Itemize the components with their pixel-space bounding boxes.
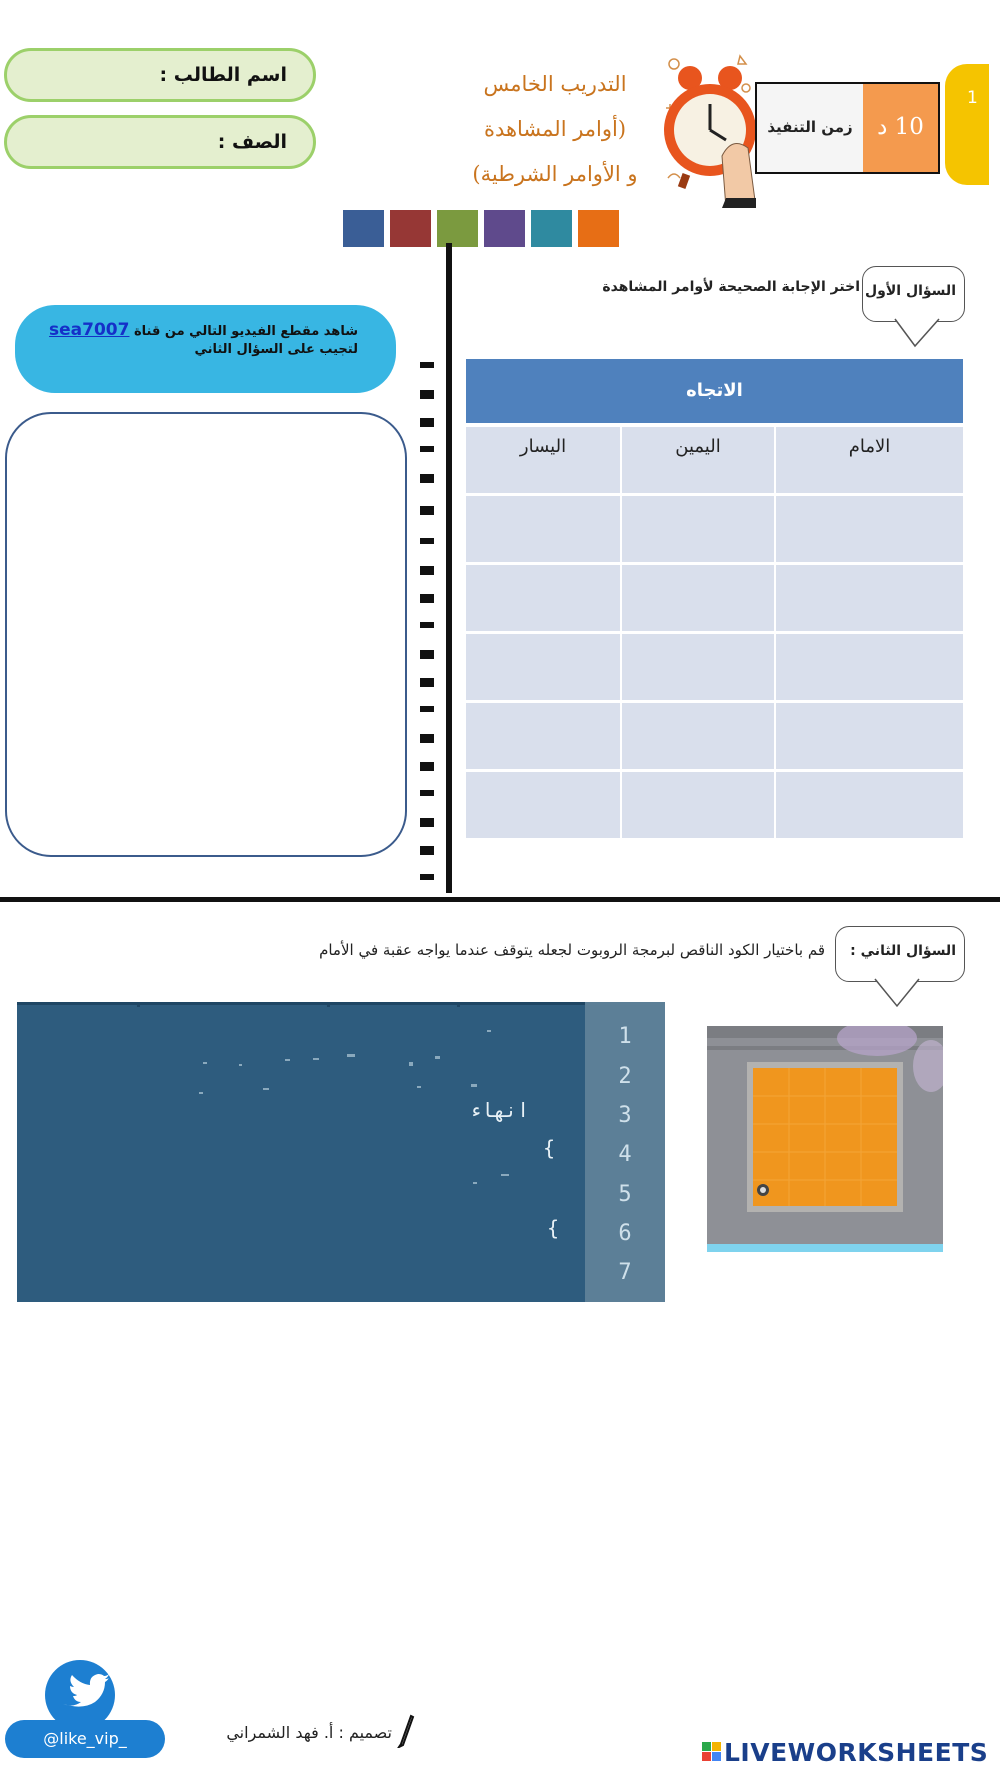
title-line-2: (أوامر المشاهدة: [483, 117, 627, 141]
answer-cell[interactable]: [622, 772, 774, 838]
twitter-handle[interactable]: @like_vip_: [5, 1720, 165, 1758]
answer-cell[interactable]: [466, 496, 620, 562]
title-line-1: التدريب الخامس: [483, 72, 627, 96]
color-swatch-teal: [531, 210, 572, 247]
q2-label: السؤال الثاني :: [850, 943, 956, 959]
page-number: 1: [967, 88, 978, 108]
dash-mark: [420, 874, 434, 880]
q1-label: السؤال الأول: [865, 283, 956, 299]
q2-bubble-tail: [873, 978, 923, 1008]
video-suffix: لتجيب على السؤال الثاني: [194, 342, 358, 357]
answer-cell[interactable]: [622, 634, 774, 700]
color-swatch-blue: [343, 210, 384, 247]
line-number: 5: [618, 1182, 632, 1207]
timer-label: زمن التنفيذ: [767, 118, 853, 136]
dash-mark: [420, 538, 434, 544]
color-swatch-purple: [484, 210, 525, 247]
dash-mark: [420, 362, 434, 368]
q1-bubble-tail: [893, 318, 943, 348]
line-number: 1: [618, 1024, 632, 1049]
dash-mark: [420, 678, 434, 687]
answer-cell[interactable]: [466, 565, 620, 631]
video-instruction: [15, 305, 396, 393]
line-number: 7: [618, 1260, 632, 1285]
dash-mark: [420, 818, 434, 827]
answer-cell[interactable]: [466, 772, 620, 838]
dash-mark: [420, 622, 434, 628]
vertical-divider: [446, 243, 452, 893]
dash-mark: [420, 734, 434, 743]
answer-cell[interactable]: [776, 634, 963, 700]
answer-cell[interactable]: [466, 703, 620, 769]
code-noise: [17, 1002, 585, 1302]
direction-column-header: الامام: [776, 427, 963, 493]
liveworksheets-logo-icon: [702, 1742, 722, 1762]
student-name-label: اسم الطالب :: [159, 64, 287, 86]
channel-link[interactable]: sea7007: [49, 320, 130, 340]
direction-table-title: الاتجاه: [466, 359, 963, 423]
line-number: 6: [618, 1221, 632, 1246]
class-field[interactable]: [4, 115, 316, 169]
q1-prompt: اختر الإجابة الصحيحة لأوامر المشاهدة: [602, 279, 860, 295]
dash-mark: [420, 706, 434, 712]
dash-mark: [420, 846, 434, 855]
student-name-field[interactable]: [4, 48, 316, 102]
alarm-clock-icon: [660, 48, 756, 208]
page-number-tab: [945, 64, 989, 185]
answer-cell[interactable]: [776, 772, 963, 838]
dash-mark: [420, 762, 434, 771]
title-line-3: و الأوامر الشرطية): [472, 162, 638, 186]
line-number: 2: [618, 1064, 632, 1089]
color-swatch-green: [437, 210, 478, 247]
class-label: الصف :: [217, 131, 287, 153]
pen-icon: [397, 1714, 415, 1748]
direction-column-header: اليمين: [622, 427, 774, 493]
robot-game-image: [707, 1026, 943, 1252]
dash-mark: [420, 418, 434, 427]
section-divider: [0, 897, 1000, 902]
code-line-3: انهاء: [469, 1098, 530, 1122]
direction-column-header: اليسار: [466, 427, 620, 493]
line-number: 4: [618, 1142, 632, 1167]
designer-credit: تصميم : أ. فهد الشمراني: [226, 1723, 392, 1742]
dash-mark: [420, 506, 434, 515]
liveworksheets-brand: LIVEWORKSHEETS: [724, 1738, 989, 1767]
q1-label-bubble: [862, 266, 965, 322]
video-frame[interactable]: [5, 412, 407, 857]
timer-value: 10 د: [877, 114, 924, 140]
code-editor: [17, 1002, 665, 1302]
color-swatch-red: [390, 210, 431, 247]
answer-cell[interactable]: [776, 565, 963, 631]
dash-mark: [420, 446, 434, 452]
dash-mark: [420, 474, 434, 483]
dash-mark: [420, 594, 434, 603]
line-number-gutter: [585, 1002, 665, 1302]
answer-cell[interactable]: [622, 496, 774, 562]
answer-cell[interactable]: [776, 496, 963, 562]
timer-box: [755, 82, 940, 174]
q2-prompt: قم باختيار الكود الناقص لبرمجة الروبوت لجعله يتوقف عندما يواجه عقبة في الأمام: [319, 941, 825, 959]
dash-mark: [420, 790, 434, 796]
answer-cell[interactable]: [466, 634, 620, 700]
dash-mark: [420, 390, 434, 399]
answer-cell[interactable]: [622, 565, 774, 631]
dash-mark: [420, 650, 434, 659]
line-number: 3: [618, 1103, 632, 1128]
code-line-4: {: [543, 1136, 556, 1160]
code-line-6: {: [547, 1216, 560, 1240]
answer-cell[interactable]: [776, 703, 963, 769]
video-prefix: شاهد مقطع الفيديو التالي من قناة: [134, 324, 358, 339]
answer-cell[interactable]: [622, 703, 774, 769]
dash-mark: [420, 566, 434, 575]
robot-game-thumbnail: [707, 1026, 943, 1252]
q2-label-bubble: [835, 926, 965, 982]
color-swatch-orange: [578, 210, 619, 247]
